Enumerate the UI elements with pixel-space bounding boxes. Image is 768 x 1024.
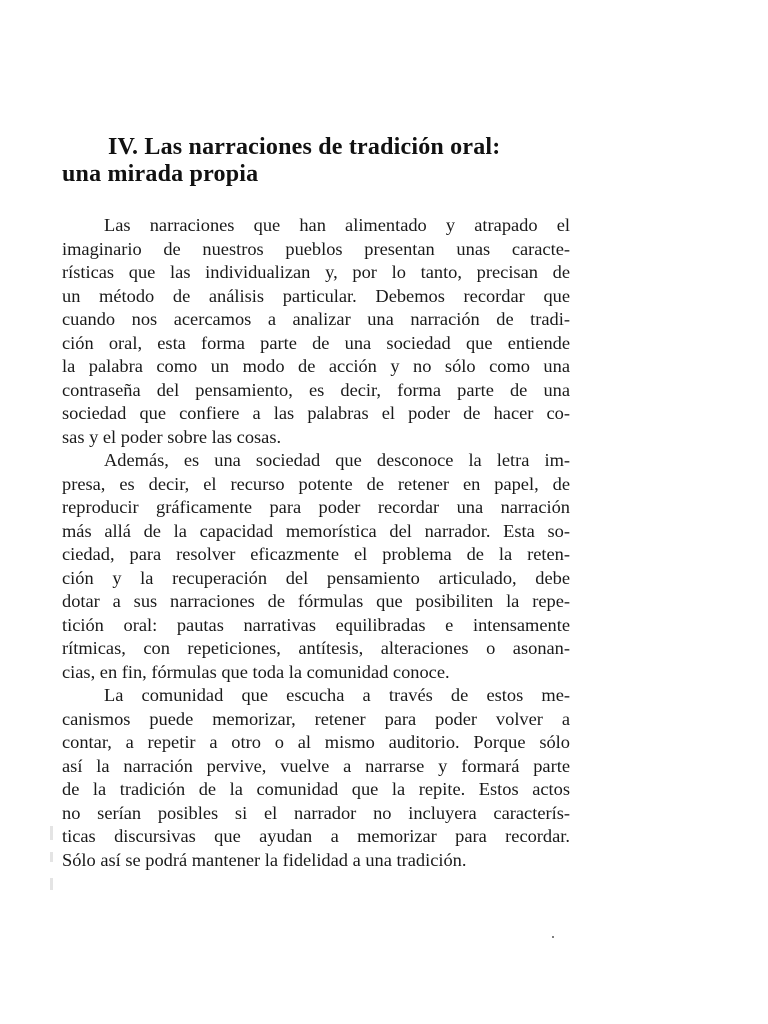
text-line: dotar a sus narraciones de fórmulas que posibiliten la repe-	[62, 591, 570, 611]
text-line: reproducir gráficamente para poder recordar una narración	[62, 497, 570, 517]
text-line: ciedad, para resolver eficazmente el problema de la reten-	[62, 544, 570, 564]
text-line: Sólo así se podrá mantener la fidelidad a una tradición.	[62, 849, 467, 870]
text-line: no serían posibles si el narrador no incluyera caracterís-	[62, 802, 570, 823]
text-line: cuando nos acercamos a analizar una narración de tradi-	[62, 309, 570, 329]
scan-speck	[552, 936, 554, 938]
scan-margin-mark	[50, 878, 53, 890]
text-line: contar, a repetir a otro o al mismo auditorio. Porque sólo	[62, 732, 570, 752]
text-line: tición oral: pautas narrativas equilibradas e intensamente	[62, 614, 570, 635]
paragraph-1	[62, 214, 570, 449]
scan-margin-mark	[50, 826, 53, 840]
text-line: sas y el poder sobre las cosas.	[62, 426, 282, 447]
text-line: la palabra como un modo de acción y no sólo como una	[62, 356, 570, 376]
text-line: así la narración pervive, vuelve a narrarse y formará parte	[62, 755, 570, 776]
text-line: rítmicas, con repeticiones, antítesis, alteraciones o asonan-	[62, 638, 570, 658]
text-line: de la tradición de la comunidad que la repite. Estos actos	[62, 779, 570, 799]
scan-margin-mark	[50, 852, 53, 862]
chapter-title-line-1: IV. Las narraciones de tradición oral:	[108, 134, 501, 160]
text-line: Las narraciones que han alimentado y atrapado el	[104, 215, 570, 235]
chapter-title-line-2: una mirada propia	[62, 161, 259, 187]
text-line: ción y la recuperación del pensamiento articulado, debe	[62, 567, 570, 588]
text-line: canismos puede memorizar, retener para poder volver a	[62, 708, 570, 729]
text-line: Además, es una sociedad que desconoce la letra im-	[104, 450, 570, 470]
text-line: ción oral, esta forma parte de una sociedad que entiende	[62, 332, 570, 353]
text-line: ticas discursivas que ayudan a memorizar para recordar.	[62, 826, 570, 846]
chapter-body	[62, 214, 570, 872]
text-line: presa, es decir, el recurso potente de retener en papel, de	[62, 473, 570, 494]
text-line: imaginario de nuestros pueblos presentan unas caracte-	[62, 238, 570, 259]
text-line: un método de análisis particular. Debemos recordar que	[62, 285, 570, 306]
chapter-title	[62, 134, 602, 188]
paragraph-3	[62, 684, 570, 872]
paragraph-2	[62, 449, 570, 684]
text-line: La comunidad que escucha a través de estos me-	[104, 685, 570, 705]
text-line: más allá de la capacidad memorística del narrador. Esta so-	[62, 520, 570, 541]
text-line: sociedad que confiere a las palabras el poder de hacer co-	[62, 403, 570, 423]
text-line: cias, en fin, fórmulas que toda la comunidad conoce.	[62, 661, 450, 682]
text-line: contraseña del pensamiento, es decir, forma parte de una	[62, 379, 570, 400]
text-line: rísticas que las individualizan y, por lo tanto, precisan de	[62, 262, 570, 282]
